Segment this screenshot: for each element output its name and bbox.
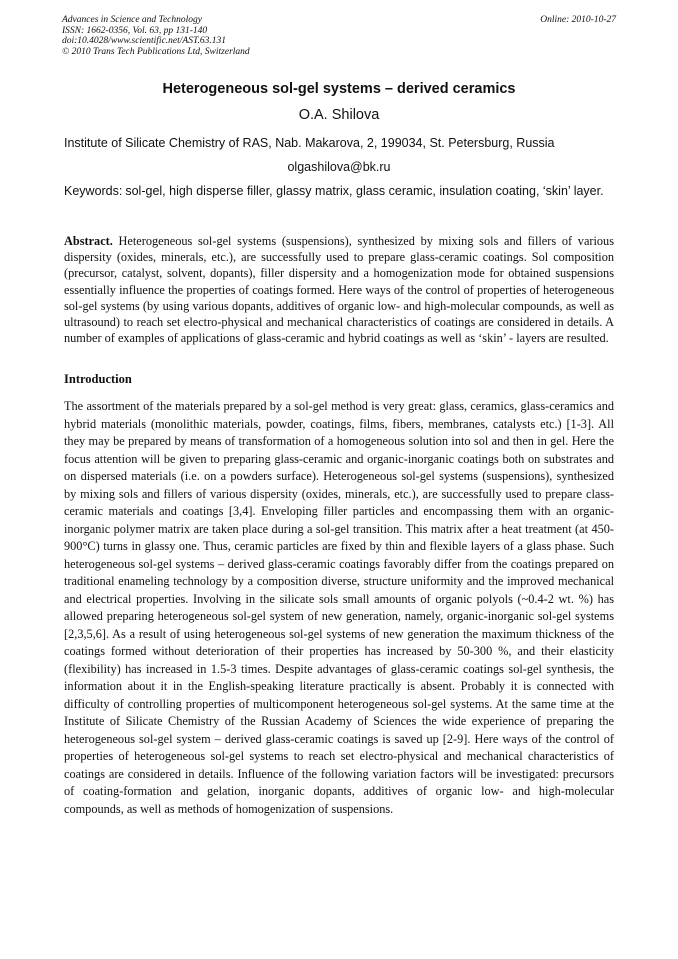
author-affiliation: Institute of Silicate Chemistry of RAS, Nab. Makarova, 2, 199034, St. Petersburg, Russia	[64, 136, 555, 150]
keywords-text: sol-gel, high disperse filler, glassy matrix, glass ceramic, insulation coating, ‘skin’ layer.	[125, 184, 604, 198]
copyright-line: © 2010 Trans Tech Publications Ltd, Switzerland	[62, 46, 250, 57]
author-email[interactable]: olgashilova@bk.ru	[287, 160, 391, 174]
abstract-label: Abstract.	[64, 234, 113, 248]
author-name: O.A. Shilova	[298, 107, 380, 123]
abstract	[64, 233, 614, 346]
paper-title: Heterogeneous sol-gel systems – derived ceramics	[162, 81, 516, 97]
abstract-text: Heterogeneous sol-gel systems (suspensions), synthesized by mixing sols and fillers of various dispersity (oxides, minerals, etc.), are successfully used to prepare glass-ceramic coatings. Sol composition (precursor, catalyst, solvent, dopants), filler dispersity and a homogenization mode for obtained suspensions essentially influence the properties of coatings formed. Here ways of the control of properties of heterogeneous sol-gel systems (by using various dopants, additives of organic low- and high-molecular compounds, as well as ultrasound) to reach set electro-physical and mechanical characteristics of coatings are considered in details. A number of examples of applications of glass-ceramic and hybrid coatings as well as ‘skin’ - layers are resulted.	[64, 234, 614, 346]
introduction-heading: Introduction	[64, 372, 132, 386]
journal-name: Advances in Science and Technology	[62, 15, 202, 25]
issn-line: ISSN: 1662-0356, Vol. 63, pp 131-140	[62, 25, 208, 36]
keywords	[64, 183, 604, 200]
online-date: Online: 2010-10-27	[540, 15, 616, 25]
journal-header	[62, 15, 616, 57]
introduction-body: The assortment of the materials prepared by a sol-gel method is very great: glass, ceramics, glass-ceramics and hybrid materials (monolithic materials, powder, coatings, films, fibers, membranes, catalysts etc.) [1-3]. All they may be prepared by means of transformation of a homogeneous solution into sol and then in gel. Here the focus attention will be given to preparing glass-ceramic and organic-inorganic coatings both on substrates and on dispersed materials (i.e. on a powders surface). Heterogeneous sol-gel systems (suspensions), synthesized by mixing sols and fillers of various dispersity (oxides, minerals, etc.), are successfully used to prepare class-ceramic materials and coatings [3,4]. Enveloping filler particles and encompassing them with an organic-inorganic polymer matrix are taken place during a sol-gel transition. This matrix after a heat treatment (at 450-900°C) turns in glassy one. Thus, ceramic particles are fixed by thin and flexible layers of a glass phase. Such heterogeneous sol-gel systems – derived glass-ceramic coatings favorably differ from the coatings prepared on traditional enameling technology by a composition diverse, structure uniformity and the improved mechanical and electrical properties. Involving in the silicate sols small amounts of organic polyols (~0.4-2 wt. %) has allowed preparing heterogeneous sol-gel system of new generation, namely, organic-inorganic sol-gel systems [2,3,5,6]. As a result of using heterogeneous sol-gel systems of new generation the maximum thickness of the coatings formed without deterioration of their properties has increased by 50-300 %, and their elasticity (flexibility) has increased in 1.5-3 times. Despite advantages of glass-ceramic coatings sol-gel synthesis, the information about it in the English-speaking literature practically is absent. Probably it is connected with difficulty of controlling properties of multicomponent heterogeneous sol-gel systems. At the same time at the Institute of Silicate Chemistry of the Russian Academy of Sciences the wide experience of preparing the heterogeneous sol-gel system – derived glass-ceramic coatings is saved up [2-9]. Here ways of the control of properties of heterogeneous sol-gel systems to reach set electro-physical and mechanical characteristics of coatings are considered in details. Influence of the following variation factors will be investigated: precursors of coating-formation and gelation, inorganic dopants, additives of organic low- and high-molecular compounds, as well as methods of homogenization of suspensions.	[64, 399, 614, 816]
keywords-label: Keywords:	[64, 184, 123, 198]
doi-line[interactable]: doi:10.4028/www.scientific.net/AST.63.131	[62, 36, 227, 46]
